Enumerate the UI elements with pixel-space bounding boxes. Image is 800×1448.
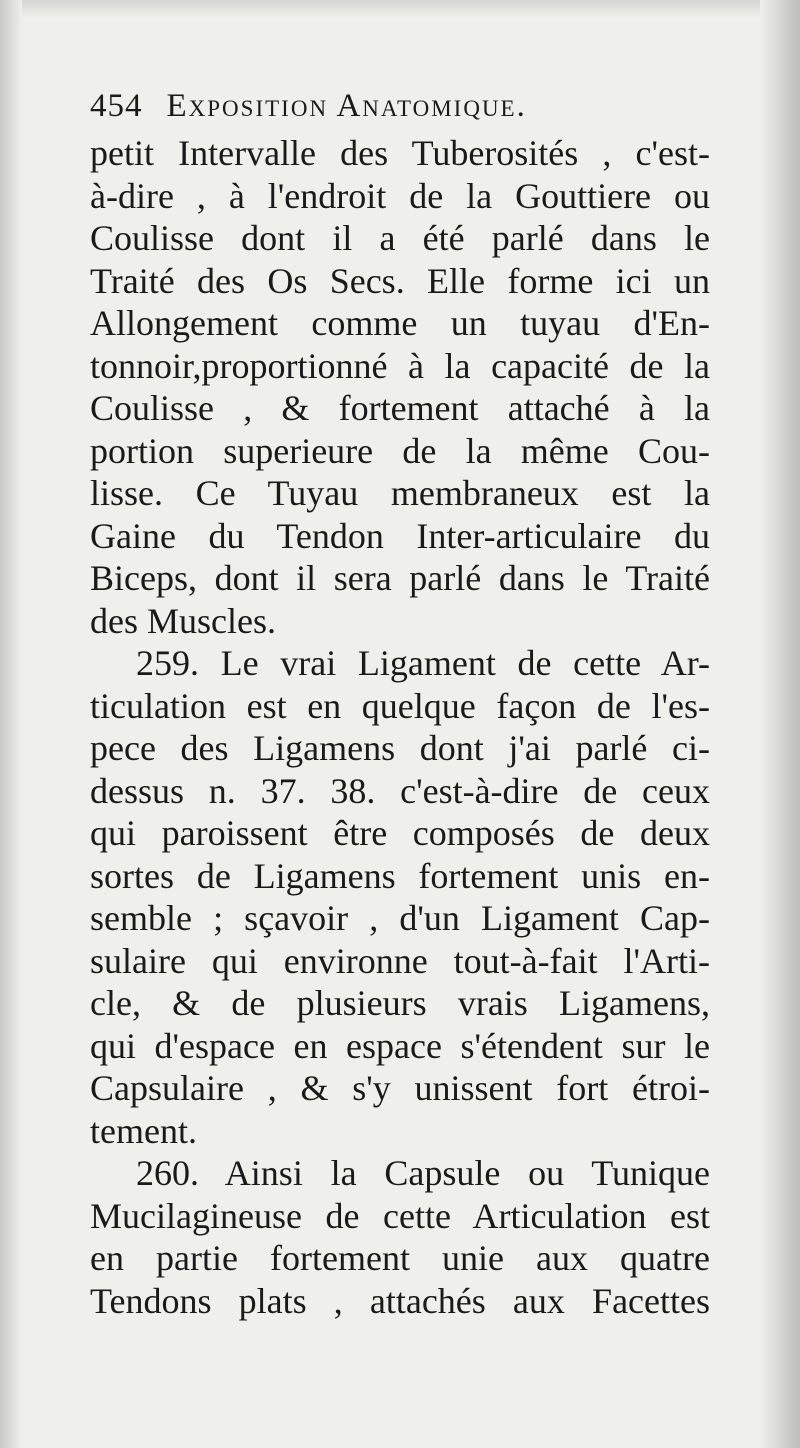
paragraph-259-start: 259. Le vrai Ligament de cette Ar- bbox=[136, 643, 710, 683]
text-line: petit Intervalle des Tuberosités , c'est- bbox=[90, 133, 710, 173]
page-shadow-left bbox=[0, 0, 22, 1448]
text-line: portion superieure de la même Cou- bbox=[90, 430, 710, 471]
text-line: lisse. Ce Tuyau membraneux est la bbox=[90, 473, 710, 513]
text-line: sulaire qui environne tout-à-fait l'Arti- bbox=[90, 940, 710, 981]
text-line: ticulation est en quelque façon de l'es- bbox=[90, 685, 710, 726]
page-shadow-right bbox=[760, 0, 800, 1448]
text-line: Mucilagineuse de cette Articulation est bbox=[90, 1195, 710, 1236]
text-line: Coulisse , & fortement attaché à la bbox=[90, 388, 710, 428]
page-header bbox=[90, 88, 710, 132]
text-line: cle, & de plusieurs vrais Ligamens, bbox=[90, 983, 710, 1023]
running-head: Exposition Anatomique. bbox=[166, 88, 527, 124]
text-line: Tendons plats , attachés aux Facettes bbox=[90, 1280, 710, 1321]
text-line: semble ; sçavoir , d'un Ligament Cap- bbox=[90, 898, 710, 938]
page-number: 454 bbox=[90, 88, 143, 124]
text-line: pece des Ligamens dont j'ai parlé ci- bbox=[90, 728, 710, 768]
text-line: qui d'espace en espace s'étendent sur le bbox=[90, 1025, 710, 1066]
text-line: sortes de Ligamens fortement unis en- bbox=[90, 855, 710, 896]
text-line: Biceps, dont il sera parlé dans le Traité bbox=[90, 558, 710, 598]
text-line: qui paroissent être composés de deux bbox=[90, 813, 710, 853]
text-line: en partie fortement unie aux quatre bbox=[90, 1238, 710, 1278]
paragraph-260-start: 260. Ainsi la Capsule ou Tunique bbox=[136, 1153, 710, 1193]
text-line: tonnoir,proportionné à la capacité de la bbox=[90, 345, 710, 386]
text-line: Traité des Os Secs. Elle forme ici un bbox=[90, 260, 710, 301]
text-line: tement. bbox=[90, 1110, 197, 1151]
text-line: Allongement comme un tuyau d'En- bbox=[90, 303, 710, 343]
text-line: à-dire , à l'endroit de la Gouttiere ou bbox=[90, 175, 710, 216]
text-line: des Muscles. bbox=[90, 600, 276, 641]
text-line: dessus n. 37. 38. c'est-à-dire de ceux bbox=[90, 770, 710, 811]
text-line: Coulisse dont il a été parlé dans le bbox=[90, 218, 710, 258]
page-shadow-top bbox=[0, 0, 800, 18]
text-block bbox=[90, 88, 710, 1322]
text-line: Gaine du Tendon Inter-articulaire du bbox=[90, 515, 710, 556]
text-line: Capsulaire , & s'y unissent fort étroi- bbox=[90, 1068, 710, 1108]
